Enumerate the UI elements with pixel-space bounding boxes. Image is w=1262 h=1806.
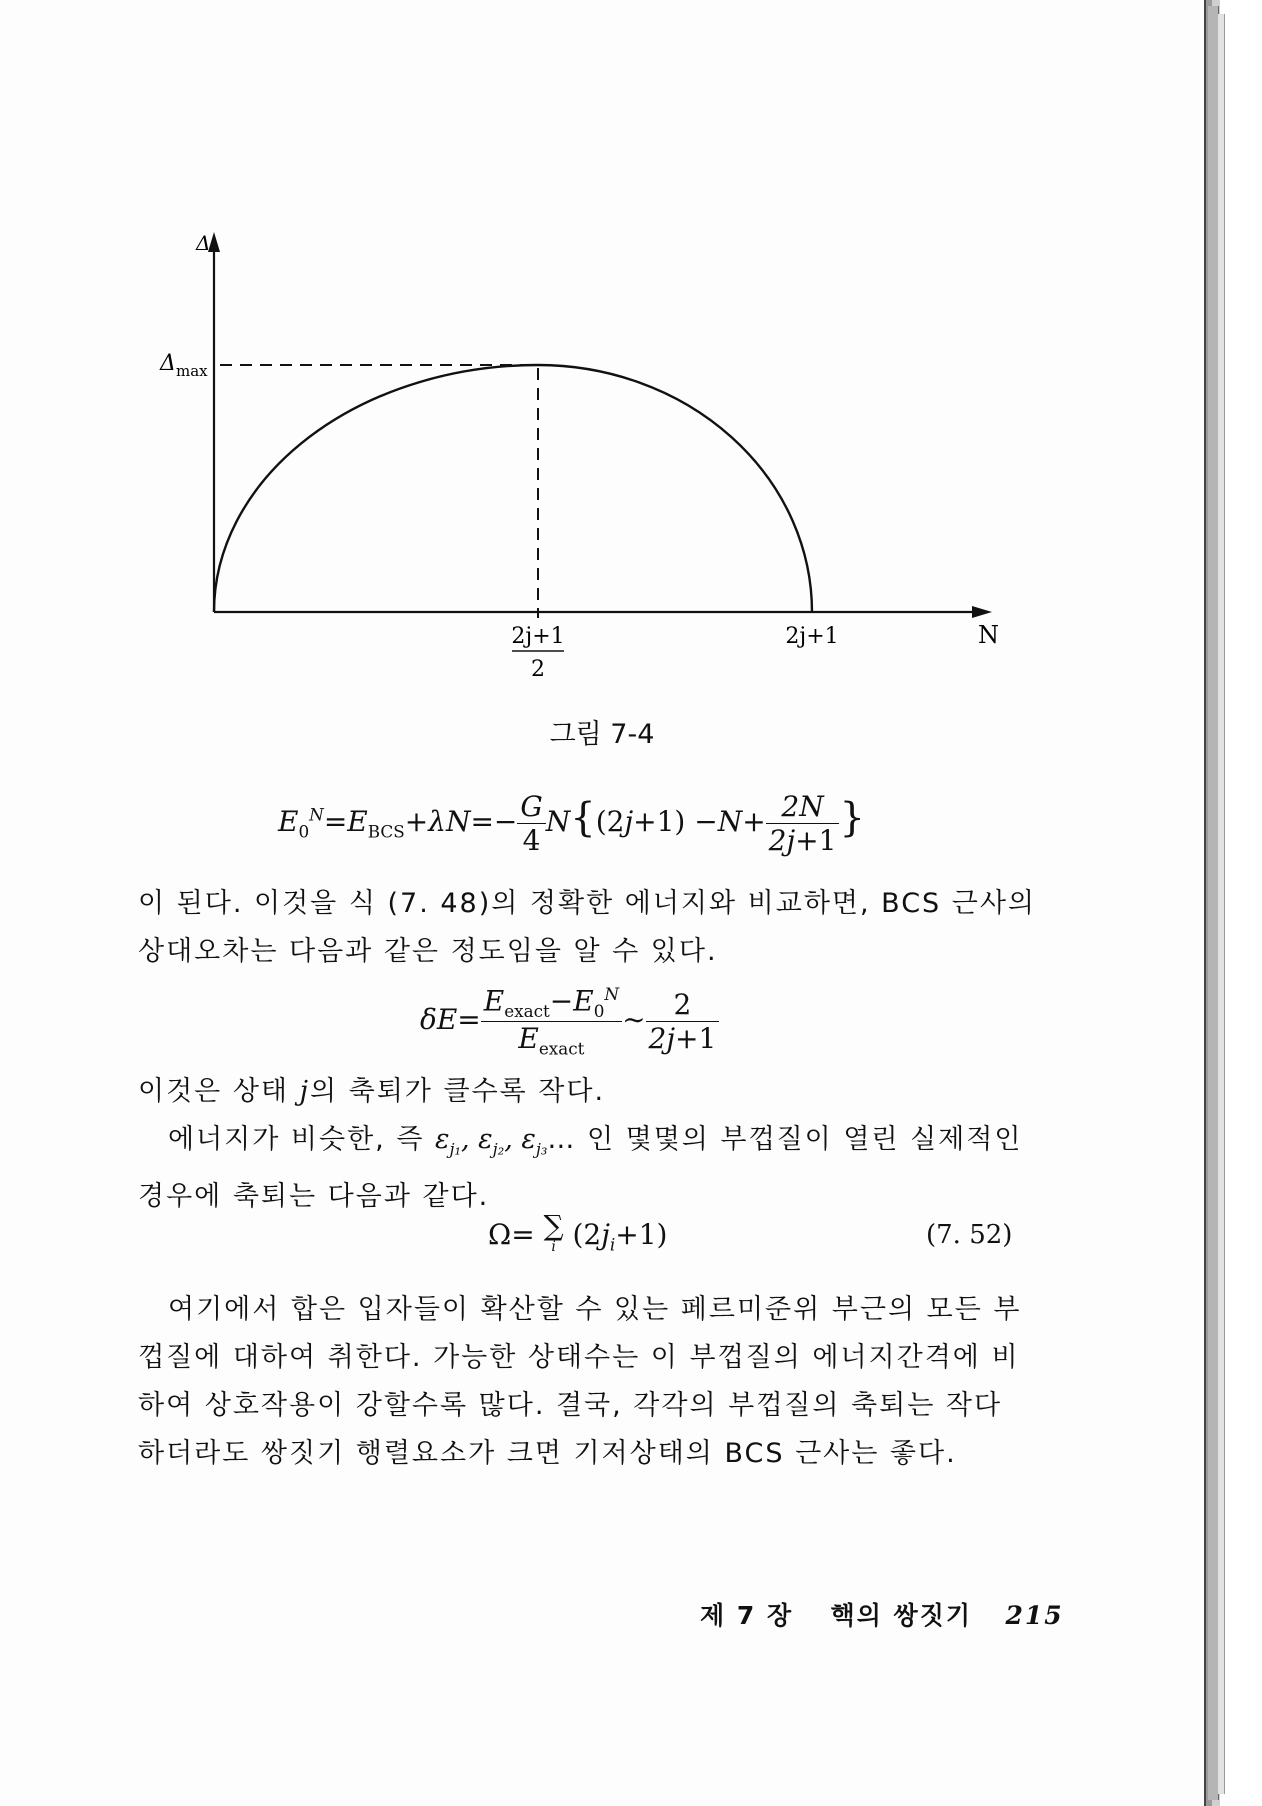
paragraph-conclusion xyxy=(138,1286,1038,1478)
mid-tick-numerator: 2j+1 xyxy=(511,624,565,649)
paragraph-comparison xyxy=(138,880,1038,976)
y-max-label: Δ xyxy=(160,351,176,376)
paragraph-line: 껍질에 대하여 취한다. 가능한 상태수는 이 부껍질의 에너지간격에 비 xyxy=(138,1342,1020,1373)
gap-vs-particle-number-figure xyxy=(140,228,1020,688)
paragraph-line: 하여 상호작용이 강할수록 많다. 결국, 각각의 부껍질의 축퇴는 작다 xyxy=(138,1390,1003,1421)
paragraph-line: 하더라도 쌍짓기 행렬요소가 크면 기저상태의 BCS 근사는 좋다. xyxy=(138,1438,957,1469)
text-run: 에너지가 비슷한, 즉 xyxy=(168,1124,435,1155)
text-run: 의 축퇴가 클수록 작다. xyxy=(309,1076,606,1107)
chapter-label: 제 7 장 xyxy=(700,1601,794,1630)
y-axis-label: Δ xyxy=(196,231,211,255)
y-max-subscript: max xyxy=(176,362,208,380)
paragraph-line: 여기에서 합은 입자들이 확산할 수 있는 페르미준위 부근의 모든 부 xyxy=(168,1294,1022,1325)
paragraph-line: 이 된다. 이것을 식 (7. 48)의 정확한 에너지와 비교하면, BCS 근사의 xyxy=(138,888,1037,919)
paragraph-line: 상대오차는 다음과 같은 정도임을 알 수 있다. xyxy=(138,936,718,967)
gap-curve xyxy=(214,365,812,612)
equation-energy: $E_0^N=E_{BCS}+\lambda N=-$ $\frac{G}{4}$ N{(2j+1) −N+ $\frac{2N}{2j+1}$ } xyxy=(278,790,865,857)
math-j: j xyxy=(299,1076,310,1107)
page-edge-inner xyxy=(1218,14,1225,1794)
equation-relative-error: δE= $\frac{E_{exact}-E_0^N}{E_{exact}}$ ∼ $\frac{2}{2j+1}$ xyxy=(420,984,719,1059)
page-number: 215 xyxy=(1005,1601,1064,1630)
page-footer xyxy=(700,1596,1064,1632)
equation-number: (7. 52) xyxy=(926,1220,1013,1250)
chapter-title: 핵의 쌍짓기 xyxy=(830,1601,973,1630)
end-tick-label: 2j+1 xyxy=(785,624,839,649)
paragraph-degeneracy xyxy=(138,1068,1038,1116)
paragraph-subshells xyxy=(138,1116,1038,1221)
math-epsilons: $\varepsilon_{j_1}$, $\varepsilon_{j_2}$, $\varepsilon_{j_3}$ xyxy=(435,1124,548,1159)
x-axis-label: N xyxy=(978,621,999,649)
figure-caption: 그림 7-4 xyxy=(549,719,655,750)
text-run: 이것은 상태 xyxy=(138,1076,300,1107)
x-axis-arrow xyxy=(972,606,992,618)
paragraph-line: 경우에 축퇴는 다음과 같다. xyxy=(138,1181,490,1213)
mid-tick-denominator: 2 xyxy=(531,657,545,682)
text-run: … 인 몇몇의 부껍질이 열린 실제적인 xyxy=(547,1124,1023,1155)
equation-omega: Ω= ∑ i $(2j_i+1)$ xyxy=(488,1209,668,1255)
